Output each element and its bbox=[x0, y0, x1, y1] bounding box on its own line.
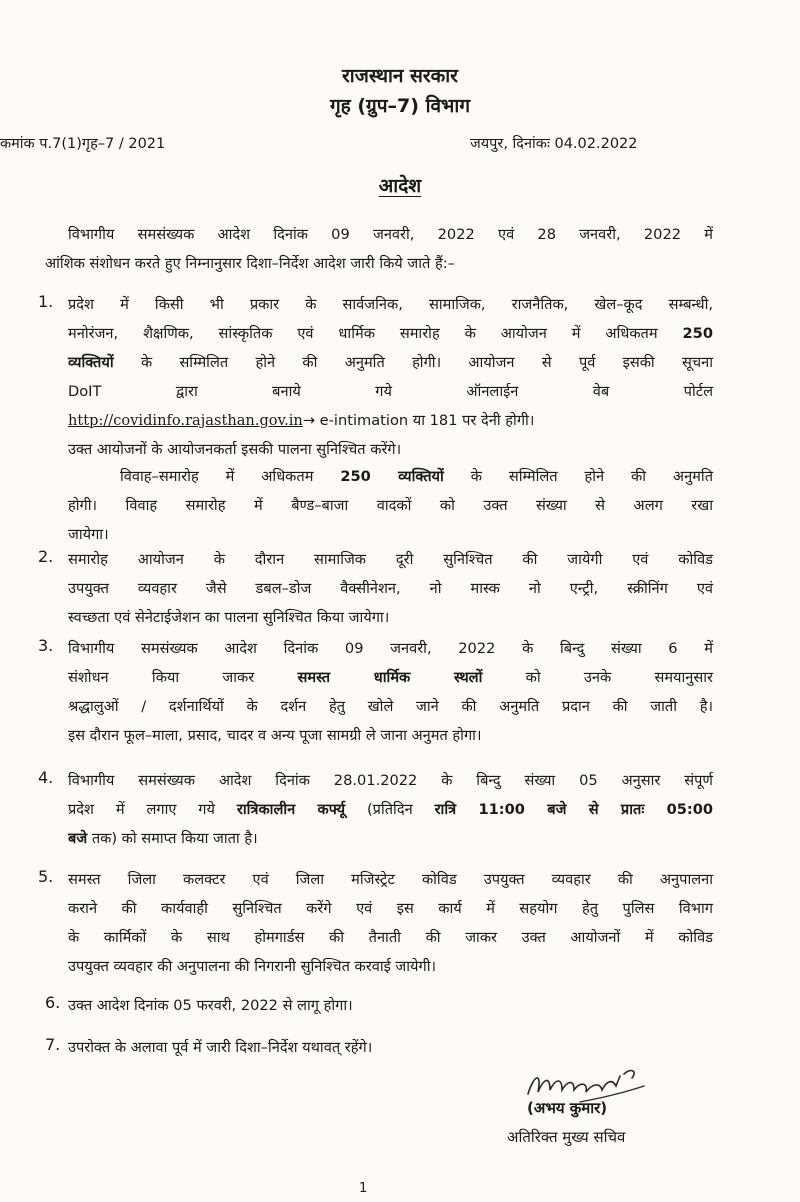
item-6-line-1: उक्त आदेश दिनांक 05 फरवरी, 2022 से लागू होगा। bbox=[68, 997, 353, 1014]
item-5-line-1: समस्त जिला कलक्टर एवं जिला मजिस्ट्रेट कोविड उपयुक्त व्यवहार की अनुपालना bbox=[68, 871, 713, 888]
item-1-line-3: व्यक्तियों के सम्मिलित होने की अनुमति होगी। आयोजन से पूर्व इसकी सूचना bbox=[68, 354, 714, 371]
item-1-marriage-line-3: जायेगा। bbox=[68, 526, 109, 543]
religious-places-label: समस्त धार्मिक स्थलों bbox=[297, 669, 483, 686]
item-3-number: 3. bbox=[38, 636, 54, 655]
item-3-line-4: इस दौरान फूल–माला, प्रसाद, चादर व अन्य पूजा सामग्री ले जाना अनुमत होगा। bbox=[68, 727, 482, 744]
covidinfo-portal-link[interactable]: http://covidinfo.rajasthan.gov.in bbox=[68, 412, 303, 429]
item-1-line-1: प्रदेश में किसी भी प्रकार के सार्वजनिक, सामाजिक, राजनैतिक, खेल–कूद सम्बन्धी, bbox=[68, 296, 713, 313]
item-2-line-2: उपयुक्त व्यवहार जैसे डबल–डोज वैक्सीनेशन, नो मास्क नो एन्ट्री, स्क्रीनिंग एवं bbox=[68, 580, 713, 597]
intro-paragraph bbox=[68, 220, 713, 249]
item-1-marriage bbox=[68, 462, 713, 549]
item-6-number: 6. bbox=[45, 993, 61, 1012]
marriage-max-persons: 250 व्यक्तियों bbox=[340, 468, 444, 485]
item-5 bbox=[68, 865, 713, 981]
item-2-line-1: समारोह आयोजन के दौरान सामाजिक दूरी सुनिश्चित की जायेगी एवं कोविड bbox=[68, 551, 713, 568]
item-1 bbox=[68, 290, 713, 464]
night-curfew-label: रात्रिकालीन कर्फ्यू bbox=[236, 801, 346, 818]
item-2 bbox=[68, 545, 713, 632]
item-4-line-3: बजे तक) को समाप्त किया जाता है। bbox=[68, 830, 258, 847]
item-1-line-5: http://covidinfo.rajasthan.gov.in→ e-intimation या 181 पर देनी होगी। bbox=[68, 412, 535, 429]
intro-paragraph-cont bbox=[45, 249, 713, 278]
item-4-number: 4. bbox=[38, 768, 54, 787]
item-6 bbox=[68, 991, 713, 1020]
max-persons-count: 250 bbox=[682, 325, 713, 342]
item-7-line-1: उपरोक्त के अलावा पूर्व में जारी दिशा–निर्देश यथावत् रहेंगे। bbox=[68, 1039, 373, 1056]
curfew-hours: रात्रि 11:00 बजे से प्रातः 05:00 bbox=[434, 801, 714, 818]
signatory-designation: अतिरिक्त मुख्य सचिव bbox=[507, 1128, 626, 1146]
item-2-number: 2. bbox=[38, 547, 54, 566]
item-1-marriage-line-2: होगी। विवाह समारोह में बैण्ड–बाजा वादकों को उक्त संख्या से अलग रखा bbox=[68, 497, 713, 514]
item-5-line-2: कराने की कार्यवाही सुनिश्चित करेंगे एवं इस कार्य में सहयोग हेतु पुलिस विभाग bbox=[68, 900, 713, 917]
item-2-line-3: स्वच्छता एवं सेनेटाईजेशन का पालना सुनिश्चित किया जायेगा। bbox=[68, 609, 390, 626]
item-4 bbox=[68, 766, 713, 853]
item-5-line-3: के कार्मिकों के साथ होमगार्डस की तैनाती की जाकर उक्त आयोजनों में कोविड bbox=[68, 929, 713, 946]
item-1-marriage-line-1: विवाह–समारोह में अधिकतम 250 व्यक्तियों के सम्मिलित होने की अनुमति bbox=[120, 468, 714, 485]
department-heading: गृह (ग्रुप–7) विभाग bbox=[329, 95, 471, 117]
intro-line-2: आंशिक संशोधन करते हुए निम्नानुसार दिशा–निर्देश आदेश जारी किये जाते हैं:– bbox=[45, 255, 455, 272]
item-1-number: 1. bbox=[38, 292, 54, 311]
item-3-line-2: संशोधन किया जाकर समस्त धार्मिक स्थलों को उनके समयानुसार bbox=[68, 669, 714, 686]
order-date: जयपुर, दिनांकः 04.02.2022 bbox=[470, 136, 638, 152]
item-1-line-2: मनोरंजन, शैक्षणिक, सांस्कृतिक एवं धार्मिक समारोह के आयोजन में अधिकतम 250 bbox=[68, 325, 713, 342]
item-5-line-4: उपयुक्त व्यवहार की अनुपालना की निगरानी सुनिश्चित करवाई जायेगी। bbox=[68, 958, 437, 975]
page-number: 1 bbox=[359, 1181, 368, 1196]
item-3 bbox=[68, 634, 713, 750]
item-3-line-3: श्रद्धालुओं / दर्शनार्थियों के दर्शन हेतु खोले जाने की अनुमति प्रदान की जाती है। bbox=[68, 698, 713, 715]
item-7-number: 7. bbox=[45, 1035, 61, 1054]
item-1-line-4: DoIT द्वारा बनाये गये ऑनलाईन वेब पोर्टल bbox=[68, 383, 713, 400]
item-4-line-1: विभागीय समसंख्यक आदेश दिनांक 28.01.2022 के बिन्दु संख्या 05 अनुसार संपूर्ण bbox=[68, 772, 713, 789]
item-1-line-6: उक्त आयोजनों के आयोजनकर्ता इसकी पालना सुनिश्चित करेंगे। bbox=[68, 441, 402, 458]
persons-label: व्यक्तियों bbox=[68, 354, 114, 371]
reference-number: कमांक प.7(1)गृह–7 / 2021 bbox=[0, 136, 166, 152]
item-5-number: 5. bbox=[38, 867, 54, 886]
order-title: आदेश bbox=[378, 175, 422, 197]
signatory-name: (अभय कुमार) bbox=[527, 1099, 608, 1117]
item-4-line-2: प्रदेश में लगाए गये रात्रिकालीन कर्फ्यू (प्रतिदिन रात्रि 11:00 बजे से प्रातः 05:00 bbox=[68, 801, 714, 818]
government-heading: राजस्थान सरकार bbox=[342, 65, 458, 87]
item-7 bbox=[68, 1033, 713, 1062]
item-3-line-1: विभागीय समसंख्यक आदेश दिनांक 09 जनवरी, 2022 के बिन्दु संख्या 6 में bbox=[68, 640, 713, 657]
intro-line-1: विभागीय समसंख्यक आदेश दिनांक 09 जनवरी, 2022 एवं 28 जनवरी, 2022 में bbox=[68, 226, 713, 243]
